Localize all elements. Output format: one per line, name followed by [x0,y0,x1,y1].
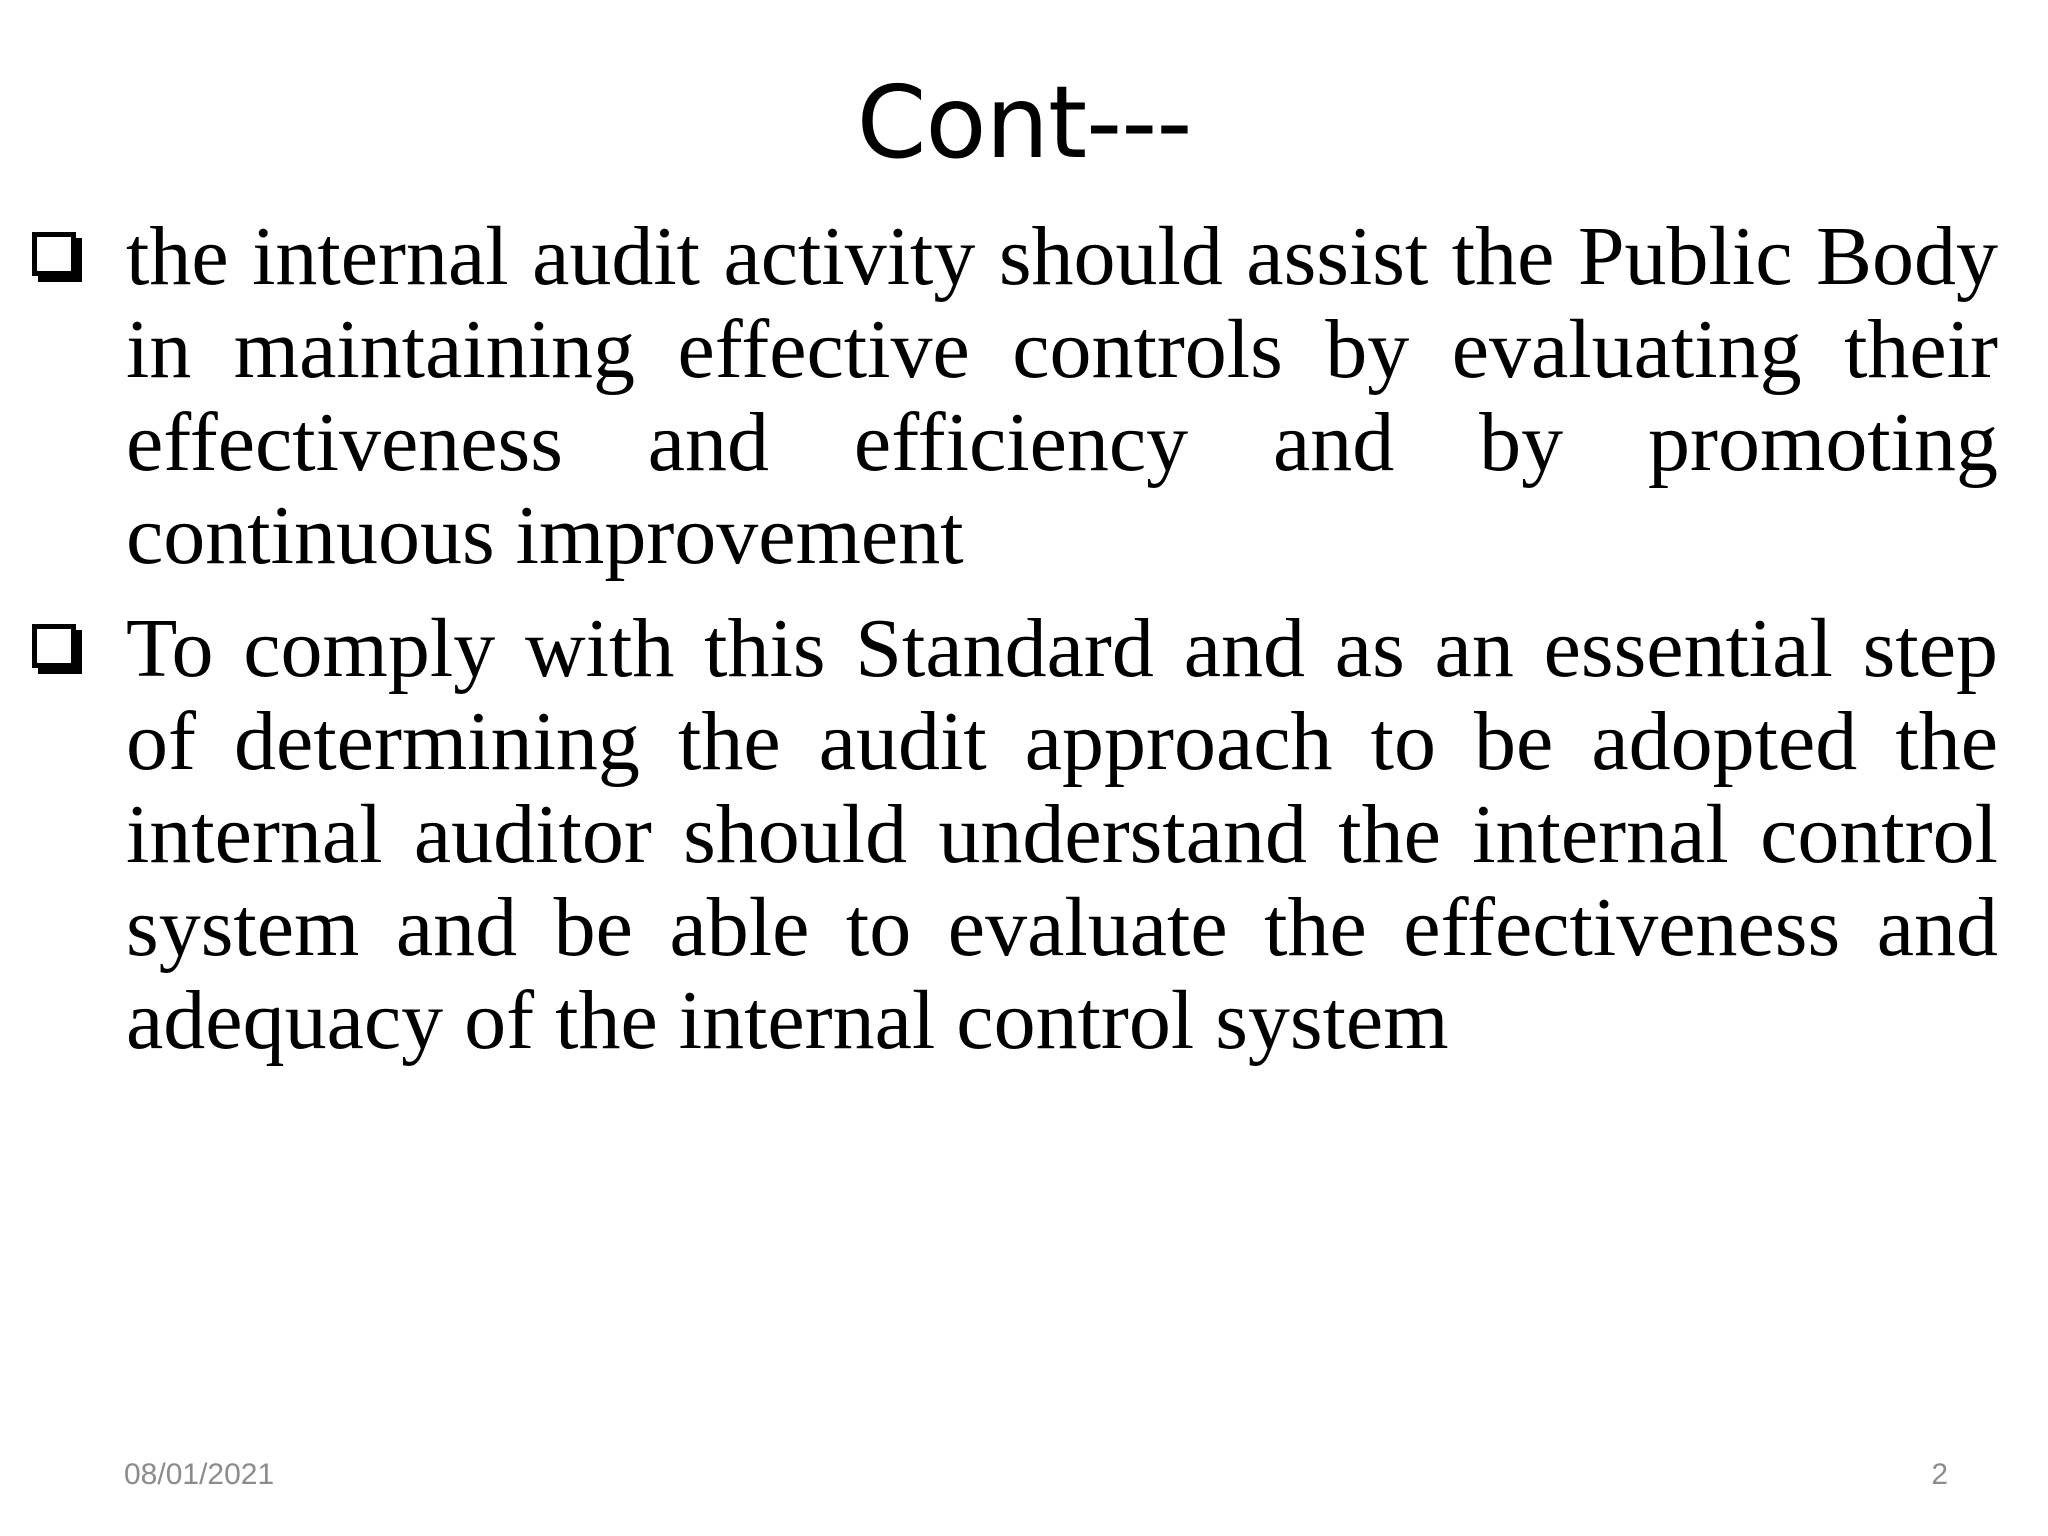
bullet-item [20,210,1998,582]
bullet-text: To comply with this Standard and as an essential step of determining the audit approach to be adopted the internal auditor should understand the internal control system and be able to evaluate the effectiveness and adequacy of the internal control system [126,602,1998,1067]
slide-title: Cont--- [856,64,1192,181]
bullet-text: the internal audit activity should assist the Public Body in maintaining effective controls by evaluating their effectiveness and efficiency and by promoting continuous improvement [126,210,1998,582]
checkbox-icon [32,624,76,668]
checkbox-icon [32,232,76,276]
page-number: 2 [1931,1458,1948,1491]
bullet-item [20,602,1998,1067]
bullet-list [20,210,1998,1087]
footer-date: 08/01/2021 [124,1458,275,1491]
